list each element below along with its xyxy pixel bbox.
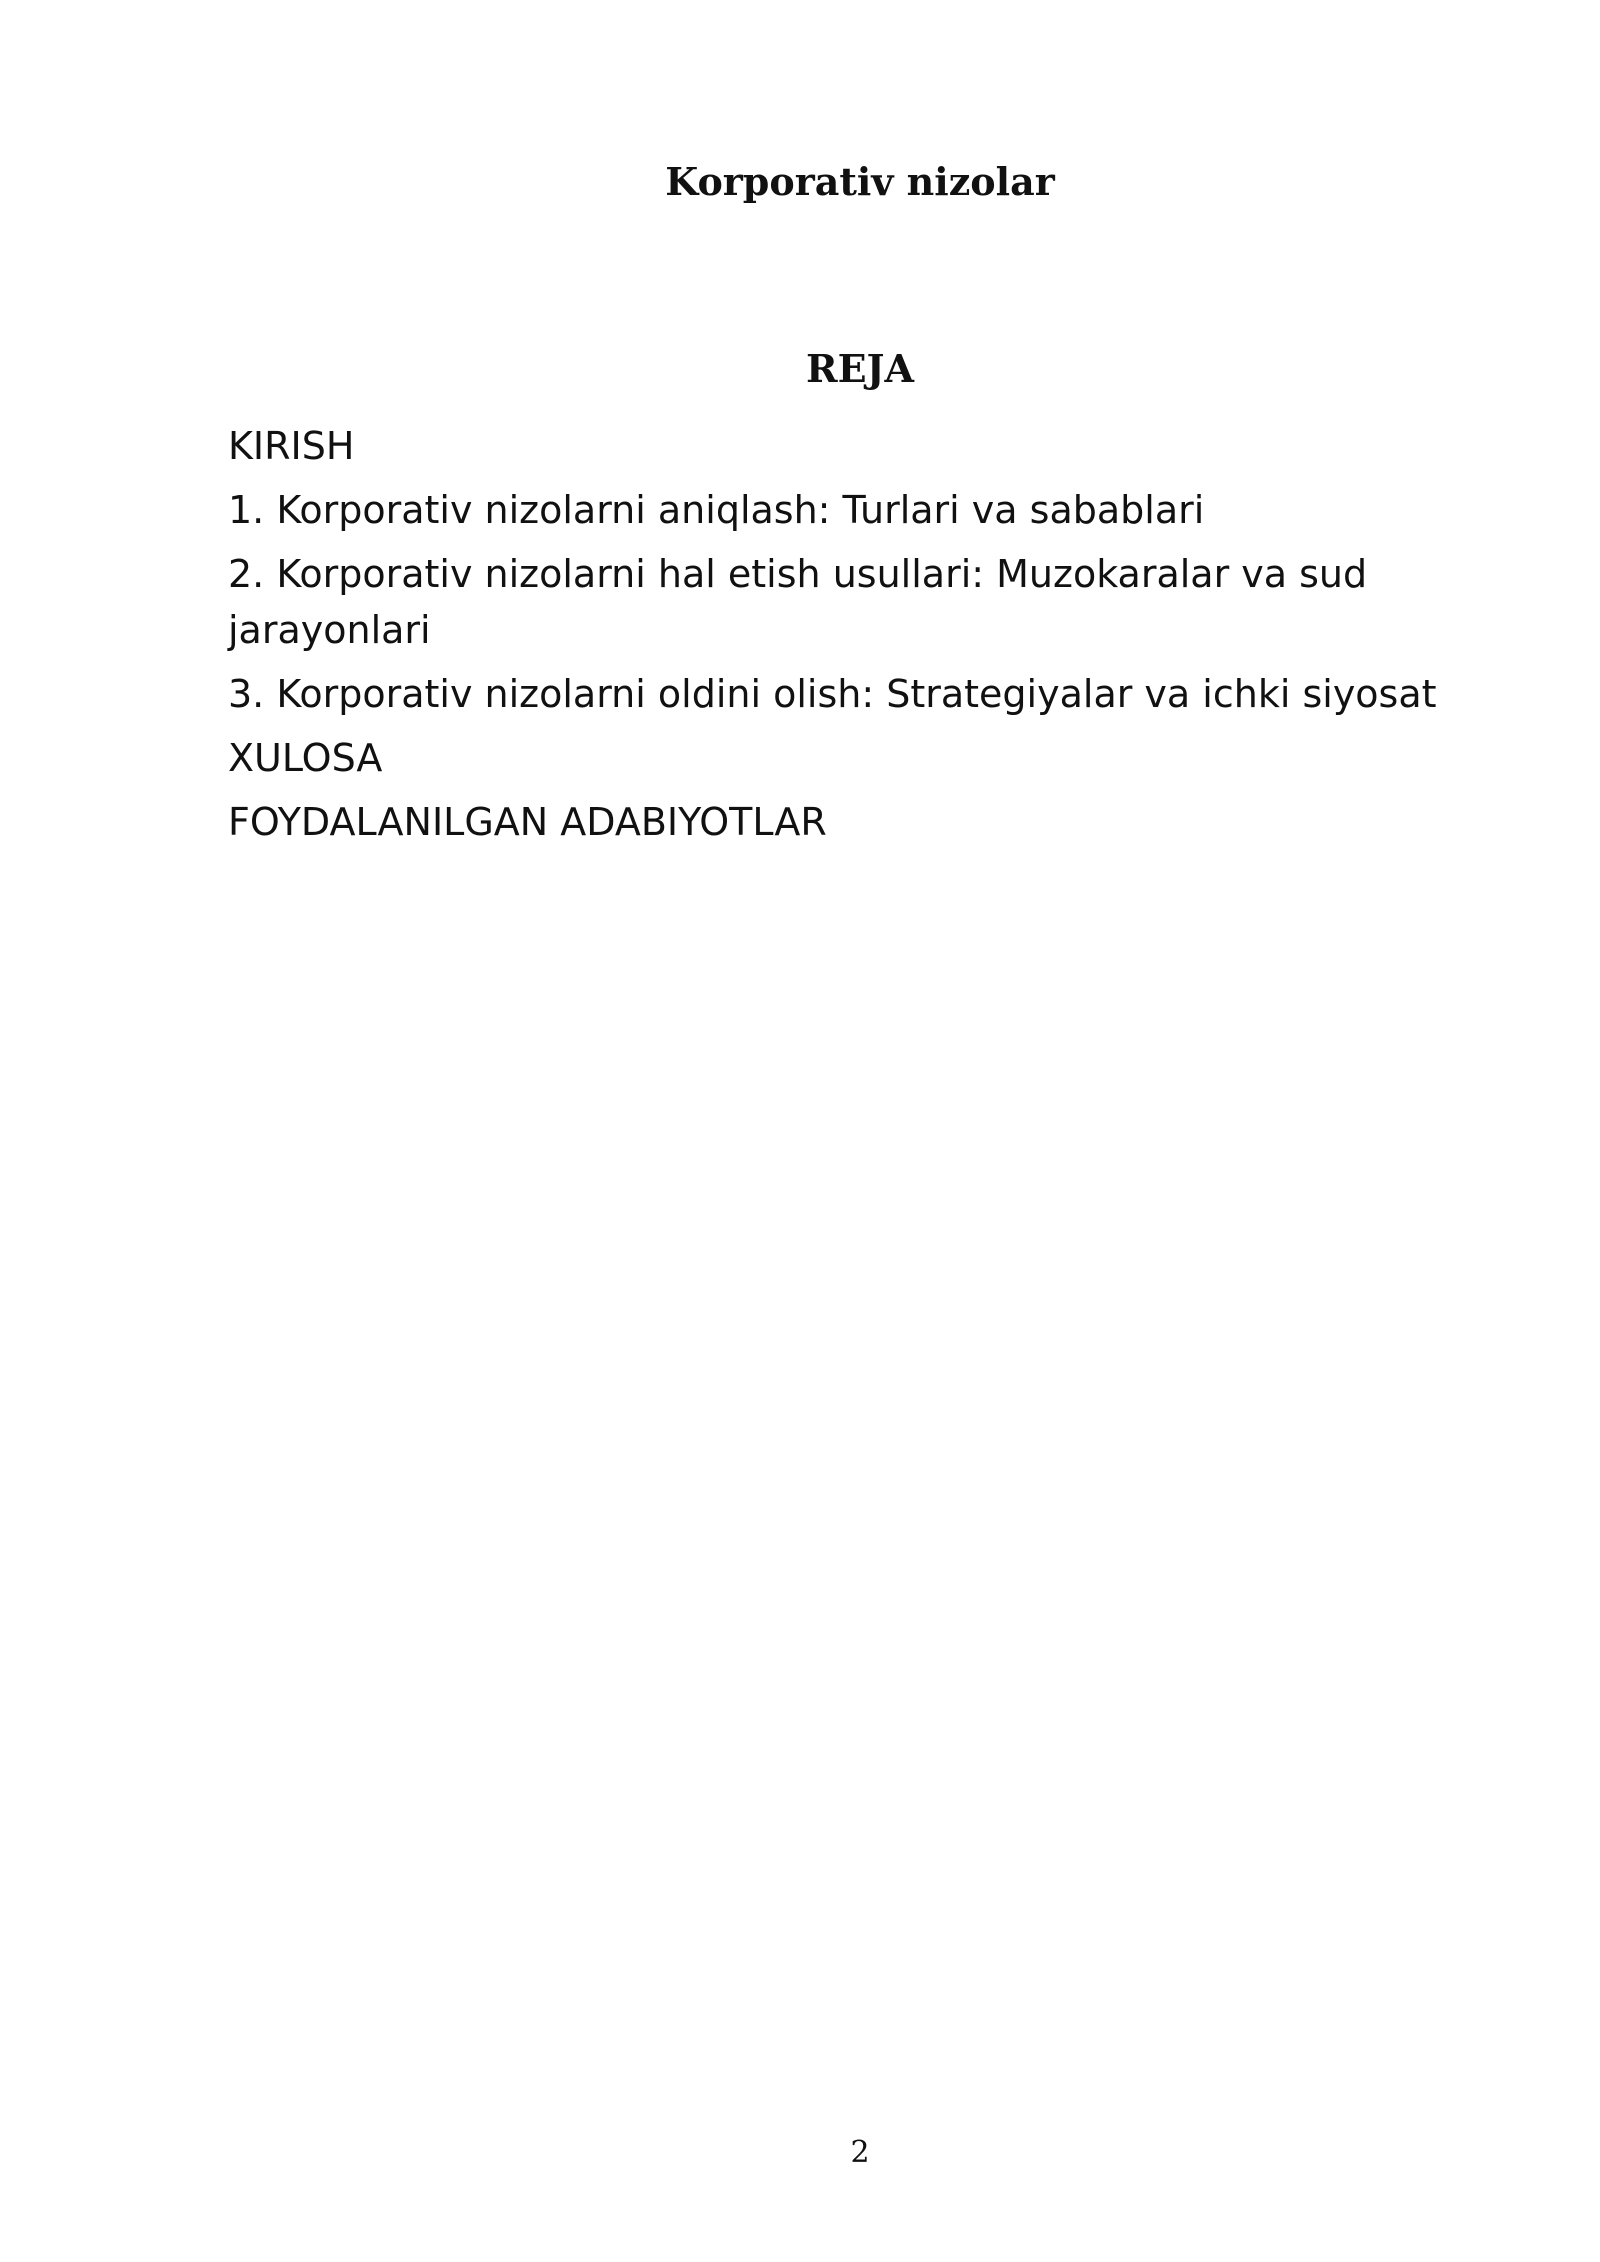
plan-item-conclusion: XULOSA (228, 736, 383, 780)
plan-item-introduction: KIRISH (228, 424, 355, 468)
page-number: 2 (850, 2135, 870, 2170)
plan-heading: REJA (805, 346, 914, 391)
plan-item-1: 1. Korporativ nizolarni aniqlash: Turlari va sabablari (228, 488, 1205, 532)
plan-item-3: 3. Korporativ nizolarni oldini olish: Strategiyalar va ichki siyosat (228, 672, 1437, 716)
plan-item-references: FOYDALANILGAN ADABIYOTLAR (228, 800, 827, 844)
document-title: Korporativ nizolar (665, 159, 1055, 204)
plan-list (228, 418, 1498, 858)
plan-item-2: 2. Korporativ nizolarni hal etish usullari: Muzokaralar va sud jarayonlari (228, 552, 1368, 652)
